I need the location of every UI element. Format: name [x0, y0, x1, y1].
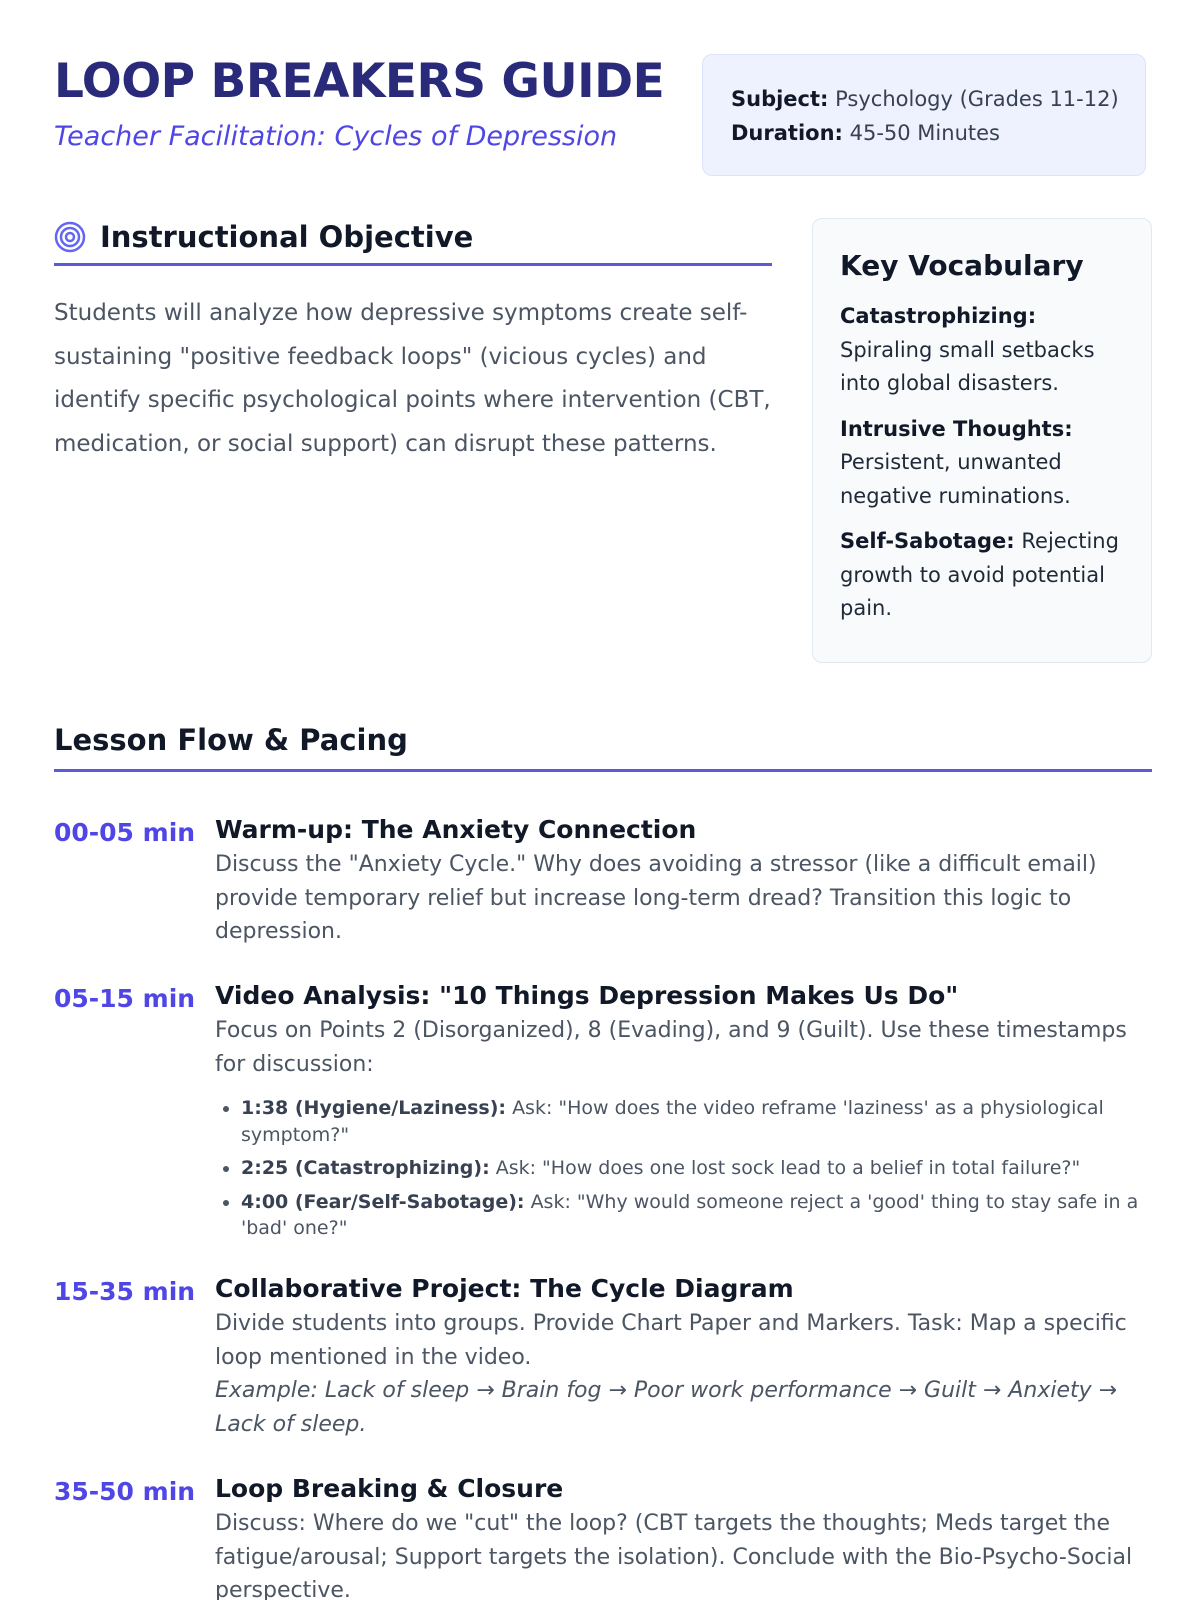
- vocab-definition: Rejecting growth to avoid potential pain.: [840, 529, 1119, 620]
- step-body: [215, 812, 1152, 949]
- subject-label: Subject:: [731, 87, 829, 111]
- vocab-definition: Persistent, unwanted negative ruminations.: [840, 450, 1071, 508]
- step-description: Focus on Points 2 (Disorganized), 8 (Evading), and 9 (Guilt). Use these timestamps for discussion:: [215, 1018, 1127, 1077]
- step-example: Example: Lack of sleep → Brain fog → Poor work performance → Guilt → Anxiety → Lack of sleep.: [215, 1378, 1118, 1437]
- step-time: 00-05 min: [54, 818, 196, 847]
- lesson-flow-heading-row: [54, 718, 1152, 772]
- step-title: Video Analysis: "10 Things Depression Makes Us Do": [215, 981, 959, 1010]
- duration-label: Duration:: [731, 121, 843, 145]
- timestamp-label: 4:00 (Fear/Self-Sabotage):: [241, 1190, 525, 1213]
- vocabulary-heading: Key Vocabulary: [840, 249, 1084, 282]
- document-title: LOOP BREAKERS GUIDE: [54, 54, 665, 109]
- timestamp-item: [241, 1189, 1152, 1242]
- lesson-meta-box: [702, 54, 1146, 176]
- objective-text: Students will analyze how depressive symptoms create self-sustaining "positive feedback loops" (vicious cycles) and identify specific psychological points where intervention (CBT, medication, or social support) can disrupt these patterns.: [54, 300, 771, 457]
- duration-value: 45-50 Minutes: [849, 121, 1000, 145]
- vocab-term: Intrusive Thoughts:: [840, 416, 1073, 441]
- vocab-term: Catastrophizing:: [840, 304, 1037, 328]
- subject-line: [731, 82, 1117, 116]
- step-title: Loop Breaking & Closure: [215, 1474, 564, 1503]
- objective-heading: Instructional Objective: [100, 219, 474, 254]
- step-body: [215, 978, 1152, 1249]
- step-time: 35-50 min: [54, 1477, 196, 1506]
- subject-value: Psychology (Grades 11-12): [835, 87, 1119, 111]
- step-title: Warm-up: The Anxiety Connection: [215, 815, 697, 844]
- document-subtitle: Teacher Facilitation: Cycles of Depression: [54, 121, 618, 152]
- vocab-entry: [840, 525, 1124, 626]
- vocab-definition: Spiraling small setbacks into global disasters.: [840, 337, 1095, 395]
- timestamp-text: Ask: "How does one lost sock lead to a belief in total failure?": [495, 1157, 1081, 1179]
- timestamp-list: [241, 1095, 1152, 1242]
- timestamp-label: 2:25 (Catastrophizing):: [241, 1157, 490, 1179]
- timestamp-text: Ask: "Why would someone reject a 'good' thing to stay safe in a 'bad' one?": [241, 1190, 1139, 1239]
- step-description: Discuss the "Anxiety Cycle." Why does avoiding a stressor (like a difficult email) provide temporary relief but increase long-term dread? Transition this logic to depression.: [215, 852, 1097, 944]
- step-time: 05-15 min: [54, 984, 196, 1013]
- lesson-flow-heading: Lesson Flow & Pacing: [54, 722, 408, 757]
- step-body: [215, 1471, 1152, 1600]
- step-title: Collaborative Project: The Cycle Diagram: [215, 1274, 794, 1303]
- vocab-term: Self-Sabotage:: [840, 529, 1015, 553]
- objective-section: [54, 218, 772, 466]
- step-time: 15-35 min: [54, 1277, 196, 1306]
- vocab-entry: [840, 413, 1124, 514]
- step-description: Discuss: Where do we "cut" the loop? (CBT targets the thoughts; Meds target the fatigue/arousal; Support targets the isolation). Conclude with the Bio-Psycho-Social perspective.: [215, 1511, 1133, 1600]
- timestamp-item: [241, 1155, 1152, 1182]
- step-description: Divide students into groups. Provide Chart Paper and Markers. Task: Map a specific loop mentioned in the video.: [215, 1311, 1127, 1370]
- duration-line: [731, 116, 1117, 150]
- timestamp-item: [241, 1095, 1152, 1148]
- objective-heading-row: [54, 218, 772, 266]
- document-header: [54, 52, 1146, 178]
- target-icon: [54, 221, 86, 253]
- vocab-entry: [840, 300, 1124, 401]
- timestamp-text: Ask: "How does the video reframe 'laziness' as a physiological symptom?": [241, 1097, 1104, 1146]
- step-body: [215, 1271, 1152, 1441]
- key-vocabulary-box: [812, 218, 1152, 663]
- timestamp-label: 1:38 (Hygiene/Laziness):: [241, 1097, 507, 1119]
- lesson-flow-section: [54, 718, 1152, 1600]
